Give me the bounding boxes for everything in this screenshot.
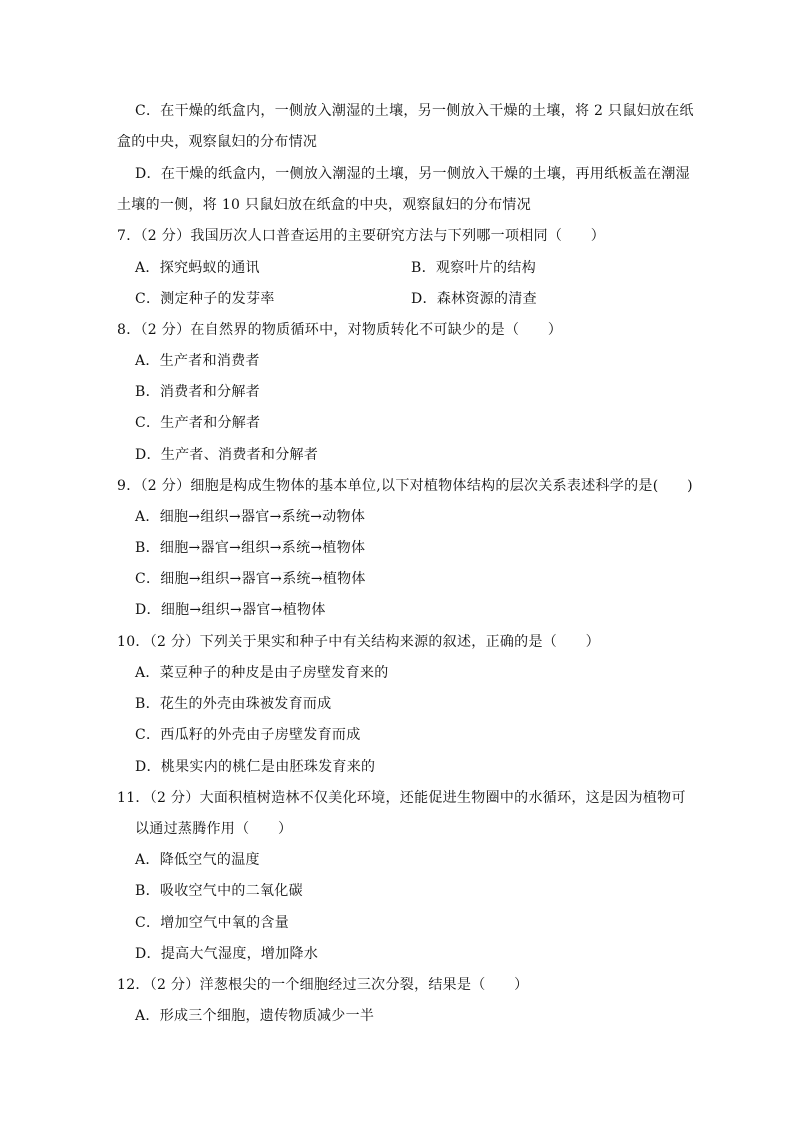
q10-option-b: B．花生的外壳由珠被发育而成 [135, 696, 332, 712]
q9-option-b: B．细胞→器官→组织→系统→植物体 [135, 540, 366, 556]
q12-stem: 12．（2 分）洋葱根尖的一个细胞经过三次分裂，结果是（ ） [117, 977, 529, 993]
q10-option-d: D．桃果实内的桃仁是由胚珠发育来的 [135, 759, 376, 775]
q6-option-d-line2: 土壤的一侧，将 10 只鼠妇放在纸盒的中央，观察鼠妇的分布情况 [117, 197, 532, 213]
q7-option-c: C．测定种子的发芽率 [135, 291, 275, 307]
q9-option-a: A．细胞→组织→器官→系统→动物体 [135, 509, 366, 525]
q9-option-d: D．细胞→组织→器官→植物体 [135, 602, 326, 618]
q11-stem-line1: 11．（2 分）大面积植树造林不仅美化环境，还能促进生物圈中的水循环，这是因为植物可 [117, 790, 686, 806]
q11-stem-line2: 以通过蒸腾作用（ ） [135, 821, 293, 837]
q6-option-c-line2: 盒的中央，观察鼠妇的分布情况 [117, 134, 318, 150]
q7-stem: 7．（2 分）我国历次人口普查运用的主要研究方法与下列哪一项相同（ ） [117, 228, 606, 244]
q11-option-d: D．提高大气湿度，增加降水 [135, 946, 319, 962]
q11-option-a: A．降低空气的温度 [135, 852, 260, 868]
q11-option-b: B．吸收空气中的二氧化碳 [135, 883, 303, 899]
q7-option-a: A．探究蚂蚁的通讯 [135, 260, 260, 276]
q8-option-a: A．生产者和消费者 [135, 353, 260, 369]
q8-stem: 8．（2 分）在自然界的物质循环中，对物质转化不可缺少的是（ ） [117, 322, 563, 338]
q8-option-c: C．生产者和分解者 [135, 415, 261, 431]
q9-stem: 9．（2 分）细胞是构成生物体的基本单位,以下对植物体结构的层次关系表述科学的是( ) [117, 478, 693, 494]
q8-option-d: D．生产者、消费者和分解者 [135, 447, 319, 463]
q11-option-c: C．增加空气中氧的含量 [135, 915, 290, 931]
q10-stem: 10．（2 分）下列关于果实和种子中有关结构来源的叙述，正确的是（ ） [117, 634, 600, 650]
q9-option-c: C．细胞→组织→器官→系统→植物体 [135, 571, 366, 587]
q6-option-c-line1: C．在干燥的纸盒内，一侧放入潮湿的土壤，另一侧放入干燥的土壤，将 2 只鼠妇放在纸 [135, 103, 694, 119]
q6-option-d-line1: D．在干燥的纸盒内，一侧放入潮湿的土壤，另一侧放入干燥的土壤，再用纸板盖在潮湿 [135, 166, 690, 182]
q10-option-c: C．西瓜籽的外壳由子房壁发育而成 [135, 727, 361, 743]
q12-option-a: A．形成三个细胞，遗传物质减少一半 [135, 1008, 375, 1024]
q10-option-a: A．菜豆种子的种皮是由子房壁发育来的 [135, 665, 389, 681]
q7-option-d: D．森林资源的清查 [411, 291, 537, 307]
q8-option-b: B．消费者和分解者 [135, 384, 260, 400]
q7-option-b: B．观察叶片的结构 [411, 260, 536, 276]
